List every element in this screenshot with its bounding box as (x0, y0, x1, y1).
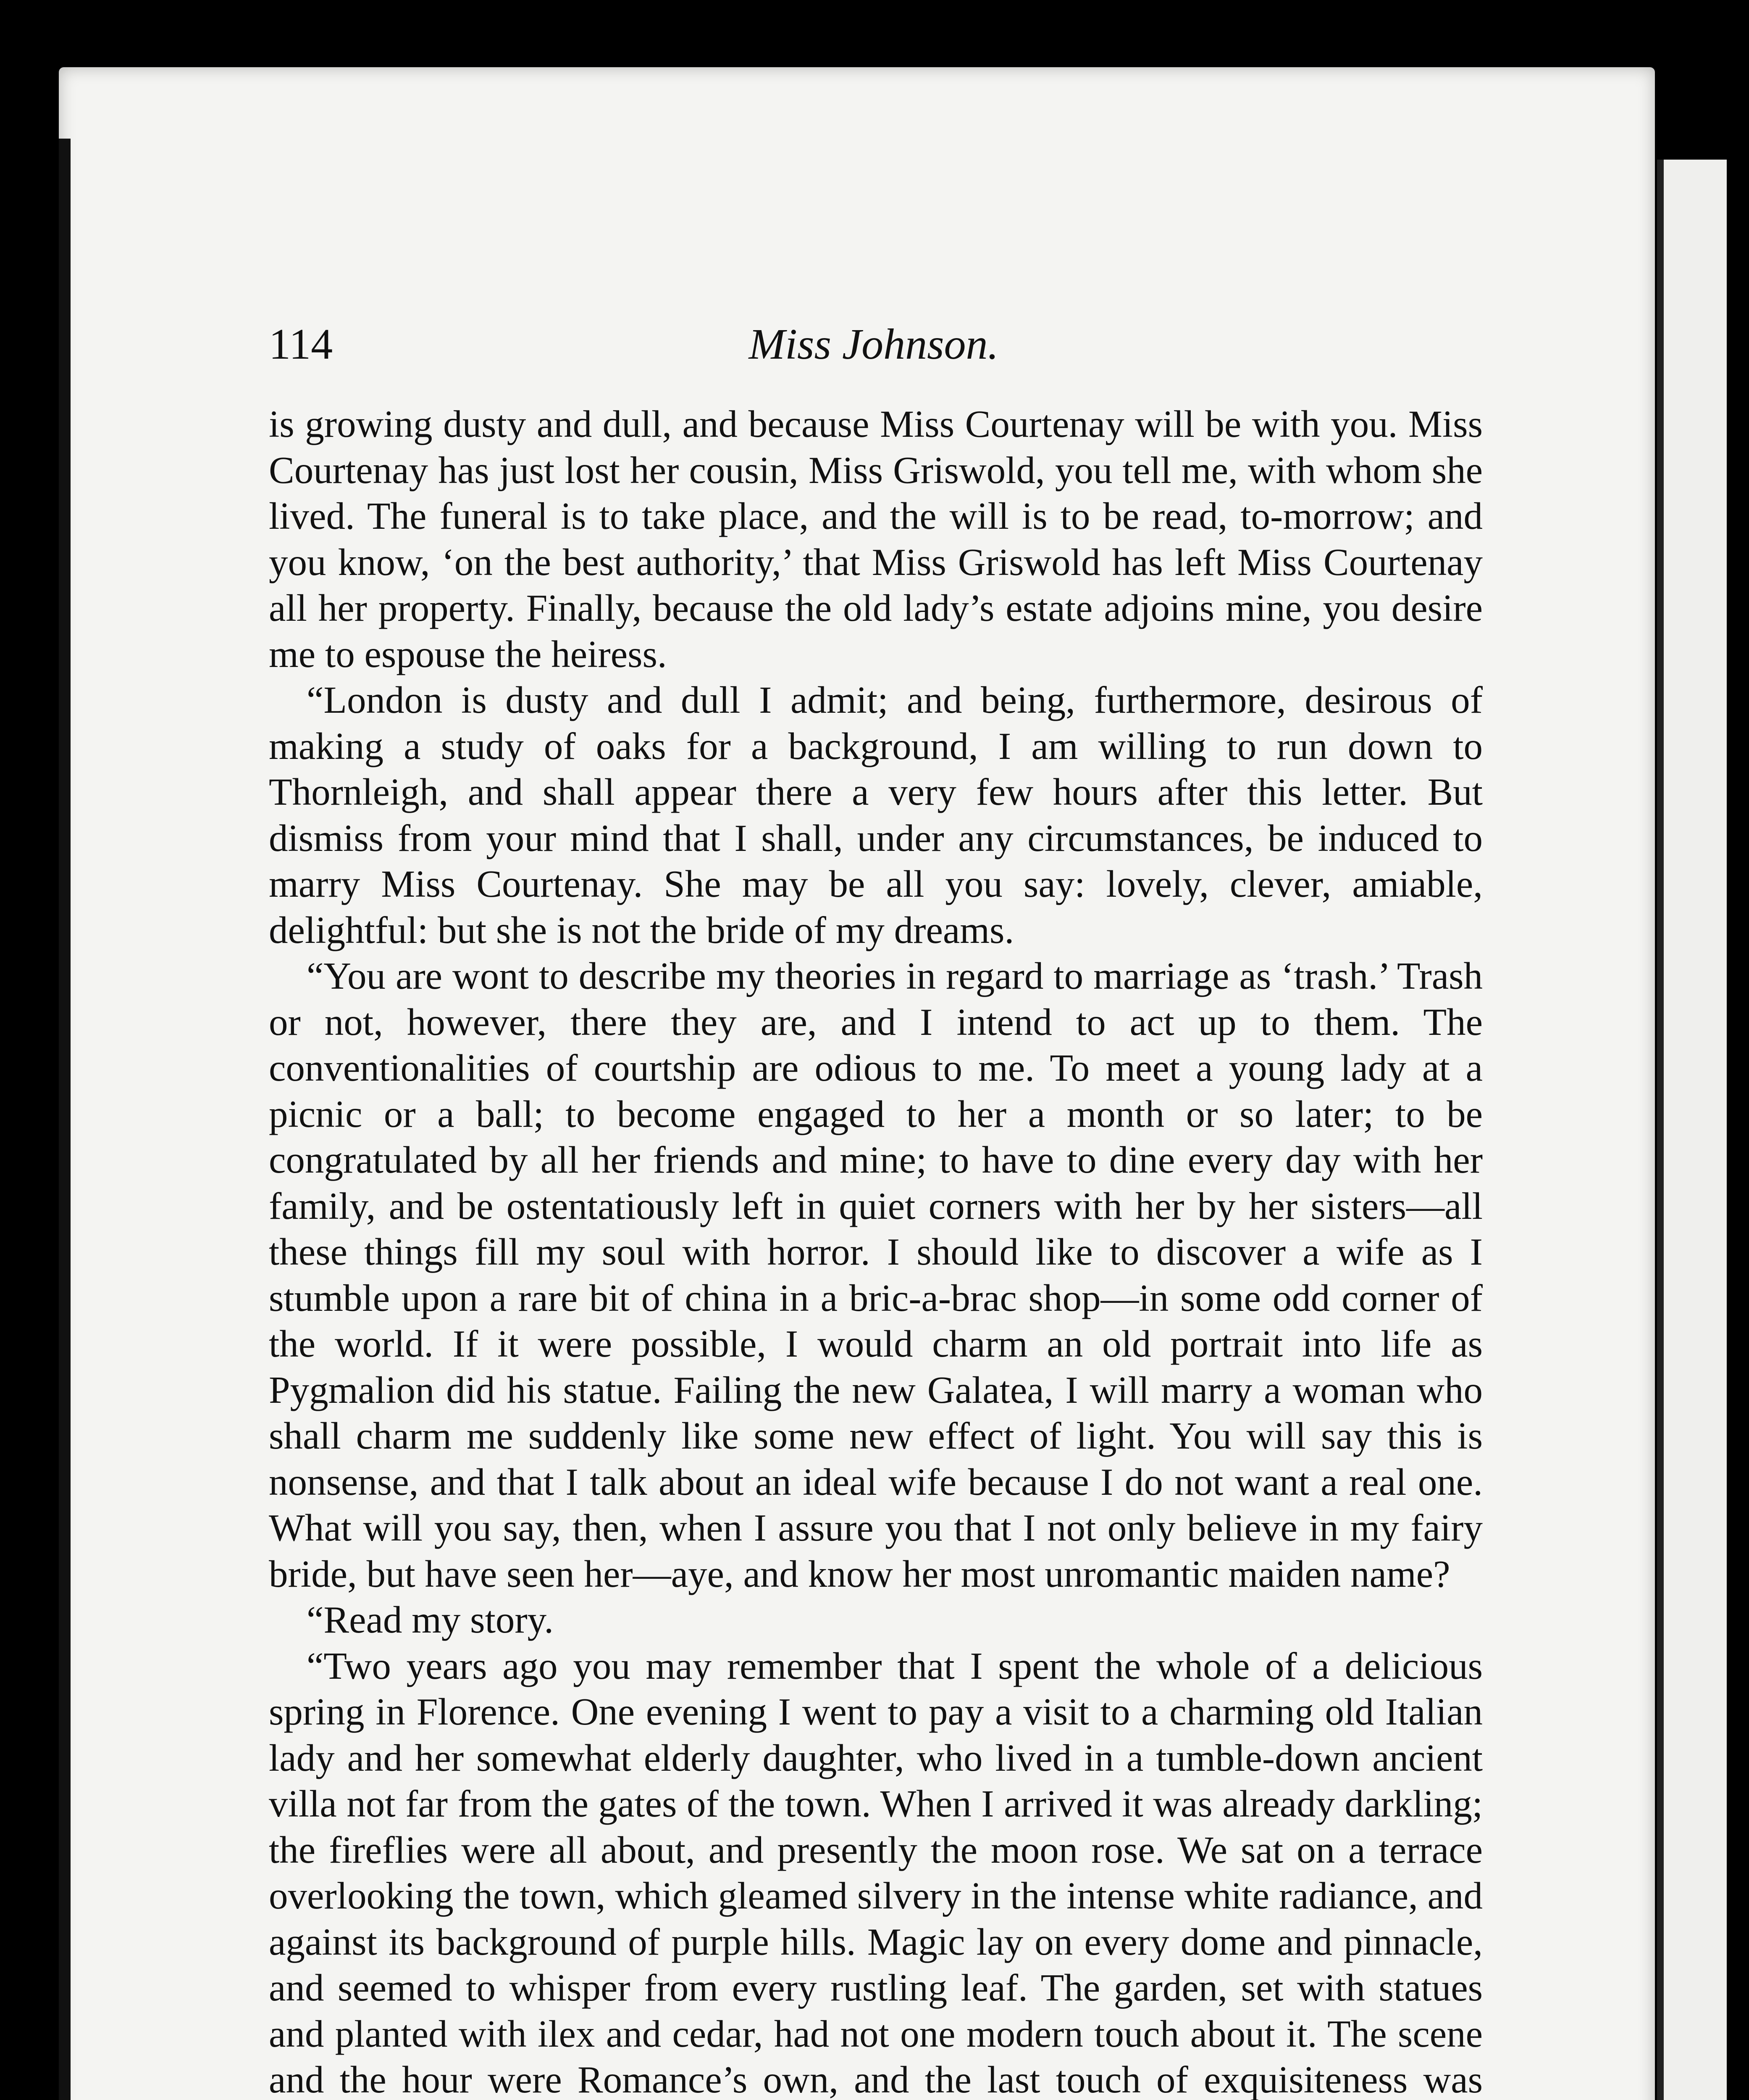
running-head (269, 319, 1479, 378)
paragraph-5: “Two years ago you may remember that I spent the whole of a delicious spring in Florence. One evening I went to pay a visit to a charming old Italian lady and her somewhat elderly daughter, who lived in a tumble-down ancient villa not far from the gates of the town. When I arrived it was already darkling; the fireflies were all about, and presently the moon rose. We sat on a terrace overlooking the town, which gleamed silvery in the intense white radiance, and against its background of purple hills. Magic lay on every dome and pinnacle, and seemed to whisper from every rustling leaf. The garden, set with statues and planted with ilex and cedar, had not one modern touch about it. The scene and the hour were Romance’s own, and the last touch of exquisiteness was (269, 1644, 1483, 2100)
facing-page-edge (1657, 160, 1727, 2100)
paragraph-3: “You are wont to describe my theories in regard to marriage as ‘trash.’ Trash or not, however, there they are, and I intend to act up to them. The conventionalities of courtship are odious to me. To meet a young lady at a picnic or a ball; to become engaged to her a month or so later; to be congratulated by all her friends and mine; to have to dine every day with her family, and be ostentatiously left in quiet corners with her by her sisters—all these things fill my soul with horror. I should like to discover a wife as I stumble upon a rare bit of china in a bric-a-brac shop—in some odd corner of the world. If it were possible, I would charm an old portrait into life as Pygmalion did his statue. Failing the new Galatea, I will marry a woman who shall charm me suddenly like some new effect of light. You will say this is nonsense, and that I talk about an ideal wife because I do not want a real one. What will you say, then, when I assure you that I not only believe in my fairy bride, but have seen her—aye, and know her most unromantic maiden name? (269, 955, 1483, 1595)
page-gutter (59, 139, 71, 2100)
paragraph-1: is growing dusty and dull, and because Miss Courtenay will be with you. Miss Courtenay has just lost her cousin, Miss Griswold, you tell me, with whom she lived. The funeral is to take place, and the will is to be read, to-morrow; and you know, ‘on the best authority,’ that Miss Griswold has left Miss Courtenay all her property. Finally, because the old lady’s estate adjoins mine, you desire me to espouse the heiress. (269, 403, 1483, 675)
paragraph-2: “London is dusty and dull I admit; and being, furthermore, desirous of making a study of oaks for a background, I am willing to run down to Thornleigh, and shall appear there a very few hours after this letter. But dismiss from your mind that I shall, under any circumstances, be induced to marry Miss Courtenay. She may be all you say: lovely, clever, amiable, delightful: but she is not the bride of my dreams. (269, 679, 1483, 951)
page-number: 114 (269, 320, 333, 368)
body-text (269, 401, 1483, 2100)
running-title: Miss Johnson. (748, 320, 999, 368)
paragraph-4: “Read my story. (307, 1599, 554, 1641)
